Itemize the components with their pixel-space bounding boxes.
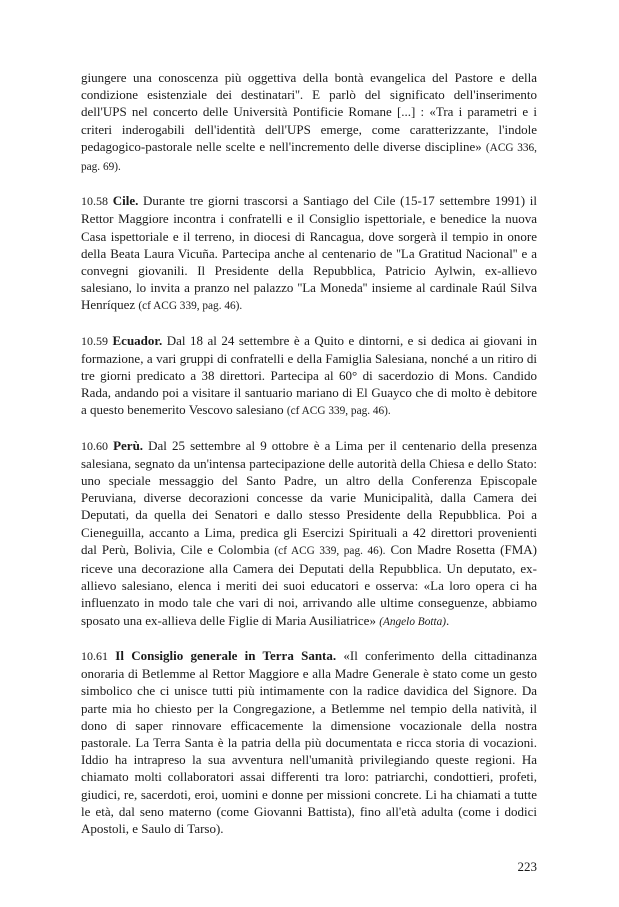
reference: (cf ACG 339, pag. 46). (138, 300, 243, 313)
reference: (cf ACG 339, pag. 46). (286, 405, 391, 418)
section-title: Ecuador. (112, 332, 163, 348)
paragraph-text: giungere una conoscenza più oggettiva della bontà evangelica del Pastore e della condizione esistenziale dei destinatari''. E parlò del significato dell'inserimento dell'UPS nel concerto delle Università Pontificie Romane [...] : «Tra i parametri e i criteri inderogabili dell'identità dell'UPS emerge, come caratterizzante, l'indole pedagogico-pastorale nelle scelte e nell'incremento delle diverse discipline» (81, 70, 537, 154)
reference: (cf ACG 339, pag. 46). (274, 544, 386, 557)
paragraph-text-continued: Con Madre Rosetta (FMA) riceve una decorazione alla Camera dei Deputati della Repubblica. Un deputato, ex-allievo salesiano, elenca i meriti dei suoi educatori e osserva: «La loro opera ci ha influenzato in modo tale che vari di noi, arrivando alle ultime conseguenze, abbiamo sposato una ex-allieva delle Figlie di Maria Ausiliatrice» (81, 541, 537, 628)
section-number: 10.61 (81, 648, 108, 663)
author-attribution: (Angelo Botta) (379, 615, 447, 628)
section-title: Il Consiglio generale in Terra Santa. (115, 647, 337, 663)
reference: (ACG 336, pag. 69). (81, 141, 537, 174)
page-number: 223 (517, 859, 537, 874)
paragraph-10-61 (81, 647, 537, 837)
paragraph-10-60 (81, 437, 537, 631)
paragraph-10-58 (81, 192, 537, 315)
section-number: 10.60 (81, 438, 108, 453)
section-title: Perù. (113, 437, 144, 453)
body-text (81, 69, 537, 853)
sentence-end: . (446, 612, 450, 628)
section-number: 10.59 (81, 333, 108, 348)
paragraph-text: Dal 25 settembre al 9 ottobre è a Lima per il centenario della presenza salesiana, segnato da un'intensa partecipazione delle autorità della Chiesa e dello Stato: uno speciale messaggio del Santo Padre, un altro della Conferenza Episcopale Peruviana, diverse decorazioni concesse da varie Municipalità, dalla Camera dei Deputati, da quella dei Senatori e dallo stesso Presidente della Repubblica. Poi a Cieneguilla, accanto a Lima, predica gli Esercizi Spirituali a 42 direttori provenienti dal Perù, Bolivia, Cile e Colombia (81, 437, 538, 557)
paragraph-text: Durante tre giorni trascorsi a Santiago del Cile (15-17 settembre 1991) il Rettor Maggiore incontra i confratelli e il Consiglio ispettoriale, e benedice la nuova Casa ispettoriale e il terreno, in diocesi di Rancagua, dove sorgerà il tempio in onore della Beata Laura Vicuña. Partecipa anche al centenario de ''La Gratitud Nacional'' e a convegni giovanili. Il Presidente della Repubblica, Patricio Aylwin, ex-allievo salesiano, lo invita a pranzo nel palazzo ''La Moneda'' insieme al cardinale Raúl Silva Henríquez (81, 193, 537, 313)
paragraph-10-59 (81, 332, 537, 421)
section-number: 10.58 (81, 194, 108, 209)
paragraph-text: «Il conferimento della cittadinanza onoraria di Betlemme al Rettor Maggiore e alla Madre Generale è stato come un gesto simbolico che ci unisce tutti più intimamente con la radice davidica del Signore. Da parte mia ho chiesto per la Congregazione, a Betlemme nel tempio della natività, il dono di saper rinnovare efficacemente la dimensione vocazionale della nostra pastorale. La Terra Santa è la patria della più documentata e ricca storia di vocazioni. Iddio ha intrapreso la sua avventura nell'umanità privilegiando queste regioni. Ha chiamato molti collaboratori assai differenti tra loro: patriarchi, condottieri, profeti, giudici, re, sacerdoti, eroi, uomini e donne per missioni concrete. Li ha chiamati a tutte le età, dal seno materno (come Giovanni Battista), fino all'età adulta (come i dodici Apostoli, e Saulo di Tarso). (81, 647, 537, 836)
section-title: Cile. (112, 193, 139, 209)
paragraph-text: Dal 18 al 24 settembre è a Quito e dintorni, e si dedica ai giovani in formazione, a vari gruppi di confratelli e della Famiglia Salesiana, nonché a un ritiro di tre giorni predicato a 38 direttori. Partecipa al 60° di sacerdozio di Mons. Candido Rada, andando poi a visitare il santuario mariano di El Guayco che di molto è debitore a questo benemerito Vescovo salesiano (81, 332, 538, 418)
paragraph-intro (81, 69, 537, 176)
